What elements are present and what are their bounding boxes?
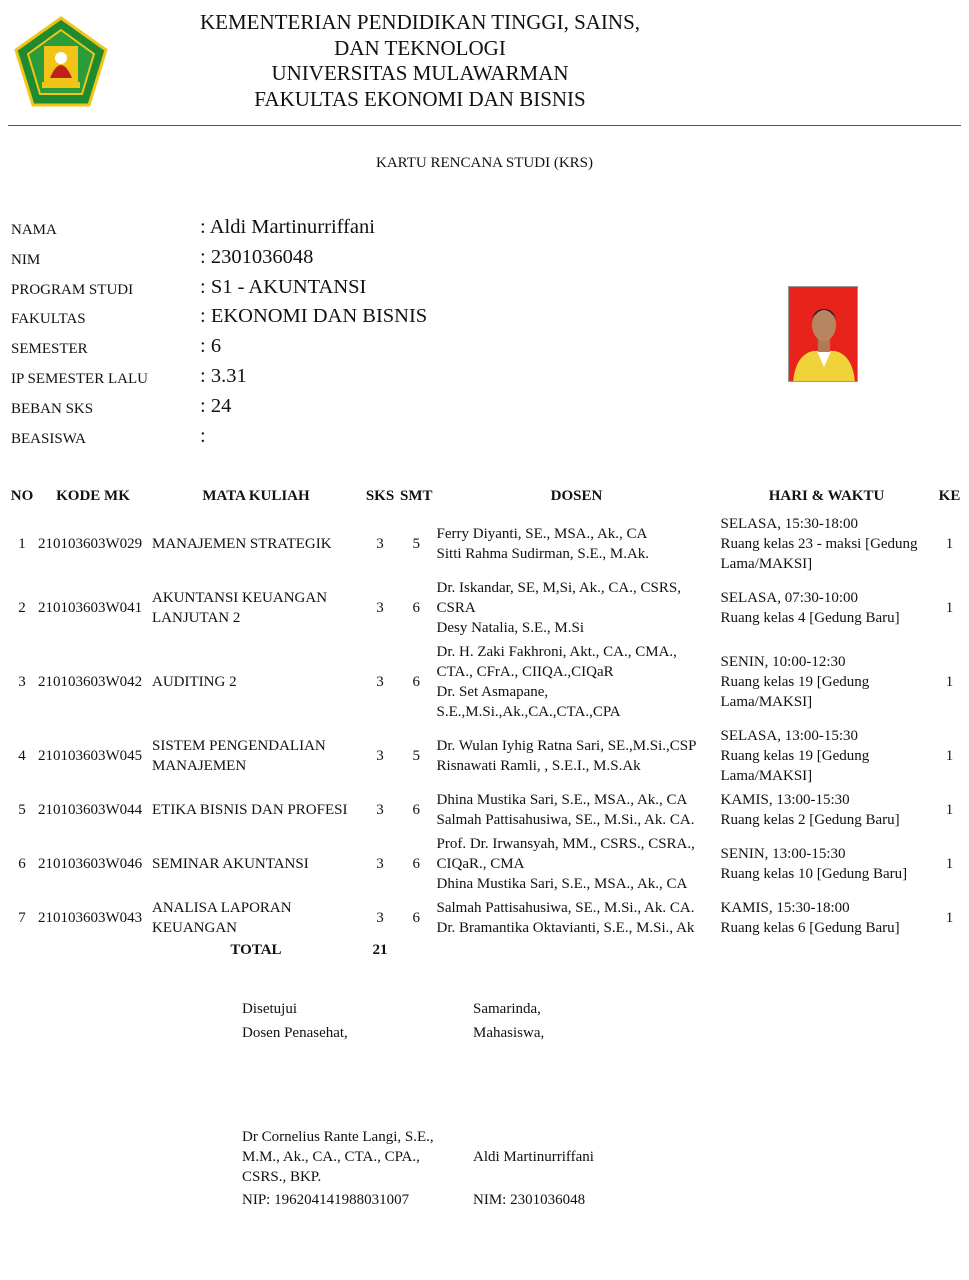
lecturer-name: Desy Natalia, S.E., M.Si [436, 620, 585, 636]
table-row [8, 640, 965, 724]
schedule-time: SELASA, 13:00-15:30 [720, 728, 859, 744]
cell-hari-waktu [719, 832, 935, 896]
advisor-role: Dosen Penasehat, [242, 1025, 348, 1041]
schedule-room: Ruang kelas 10 [Gedung Baru] [720, 866, 908, 882]
cell-no: 1 [18, 536, 26, 552]
schedule-room: Ruang kelas 19 [Gedung Lama/MAKSI] [720, 748, 870, 784]
cell-dosen [435, 832, 719, 896]
lecturer-name: Dr. H. Zaki Fakhroni, Akt., CA., CMA., CTA., CFrA., CIIQA.,CIQaR [436, 644, 677, 680]
cell-sks: 3 [376, 802, 384, 818]
advisor-nip: NIP: 196204141988031007 [242, 1192, 410, 1208]
cell-smt: 5 [412, 536, 420, 552]
col-mata-kuliah: MATA KULIAH [202, 488, 310, 504]
schedule-room: Ruang kelas 19 [Gedung Lama/MAKSI] [720, 674, 870, 710]
student-role: Mahasiswa, [473, 1025, 545, 1041]
cell-smt: 6 [412, 802, 420, 818]
cell-sks: 3 [376, 856, 384, 872]
lecturer-name: Dr. Bramantika Oktavianti, S.E., M.Si., Ak [436, 920, 695, 936]
cell-dosen [435, 512, 719, 576]
header-line: DAN TEKNOLOGI [334, 35, 506, 60]
cell-kode: 210103603W029 [38, 536, 143, 552]
info-value: : EKONOMI DAN BISNIS [200, 305, 428, 328]
lecturer-name: Salmah Pattisahusiwa, SE., M.Si., Ak. CA. [436, 900, 695, 916]
cell-no: 7 [18, 910, 26, 926]
cell-smt: 5 [412, 748, 420, 764]
cell-sks: 3 [376, 674, 384, 690]
cell-hari-waktu [719, 724, 935, 788]
info-value: : 3.31 [200, 364, 247, 387]
cell-mata-kuliah: AUDITING 2 [152, 674, 237, 690]
table-row [8, 896, 965, 940]
lecturer-name: Risnawati Ramli, , S.E.I., M.S.Ak [436, 758, 641, 774]
col-dosen: DOSEN [550, 488, 603, 504]
schedule-time: KAMIS, 15:30-18:00 [720, 900, 850, 916]
header-line: UNIVERSITAS MULAWARMAN [271, 61, 569, 85]
cell-hari-waktu [719, 788, 935, 832]
cell-dosen [435, 640, 719, 724]
total-row [8, 940, 965, 962]
cell-mata-kuliah: AKUNTANSI KEUANGAN LANJUTAN 2 [152, 590, 328, 626]
info-label: IP SEMESTER LALU [11, 370, 148, 387]
cell-kode: 210103603W045 [38, 748, 143, 764]
col-no: NO [10, 488, 34, 504]
cell-smt: 6 [412, 600, 420, 616]
cell-kode: 210103603W044 [38, 802, 143, 818]
lecturer-name: Dr. Wulan Iyhig Ratna Sari, SE.,M.Si.,CSP [436, 738, 697, 754]
student-nim: NIM: 2301036048 [473, 1192, 586, 1208]
cell-sks: 3 [376, 748, 384, 764]
cell-ke: 1 [945, 910, 954, 926]
cell-sks: 3 [376, 536, 384, 552]
info-value: : S1 - AKUNTANSI [200, 275, 367, 298]
col-ke: KE [938, 488, 961, 504]
university-logo [14, 16, 108, 108]
info-label: PROGRAM STUDI [11, 281, 134, 298]
cell-mata-kuliah: ANALISA LAPORAN KEUANGAN [152, 900, 292, 936]
cell-ke: 1 [945, 600, 954, 616]
cell-kode: 210103603W041 [38, 600, 143, 616]
col-sks: SKS [365, 488, 395, 504]
info-value: : 6 [200, 335, 222, 358]
header-line: KEMENTERIAN PENDIDIKAN TINGGI, SAINS, [200, 10, 640, 34]
student-approval [473, 999, 544, 1043]
col-smt: SMT [400, 488, 433, 504]
info-value: : Aldi Martinurriffani [200, 216, 375, 238]
cell-sks: 3 [376, 910, 384, 926]
lecturer-name: Prof. Dr. Irwansyah, MM., CSRS., CSRA., CIQaR., CMA [436, 836, 695, 872]
institution-header [150, 10, 690, 112]
cell-no: 6 [18, 856, 26, 872]
schedule-time: KAMIS, 13:00-15:30 [720, 792, 850, 808]
cell-ke: 1 [945, 674, 954, 690]
info-value: : [200, 424, 206, 447]
info-label: FAKULTAS [11, 311, 86, 328]
cell-hari-waktu [719, 896, 935, 940]
cell-mata-kuliah: MANAJEMEN STRATEGIK [152, 536, 332, 552]
document-title: KARTU RENCANA STUDI (KRS) [375, 155, 594, 171]
lecturer-name: Dhina Mustika Sari, S.E., MSA., Ak., CA [436, 792, 688, 808]
schedule-room: Ruang kelas 2 [Gedung Baru] [720, 812, 900, 828]
cell-hari-waktu [719, 576, 935, 640]
student-name: Aldi Martinurriffani [473, 1149, 594, 1165]
col-hari-waktu: HARI & WAKTU [768, 488, 885, 504]
cell-dosen [435, 576, 719, 640]
cell-mata-kuliah: SISTEM PENGENDALIAN MANAJEMEN [152, 738, 326, 774]
advisor-approval [242, 999, 348, 1043]
cell-no: 5 [18, 802, 26, 818]
place-label: Samarinda, [473, 1001, 541, 1017]
cell-smt: 6 [412, 910, 420, 926]
lecturer-name: Ferry Diyanti, SE., MSA., Ak., CA [436, 526, 648, 542]
table-row [8, 576, 965, 640]
schedule-room: Ruang kelas 4 [Gedung Baru] [720, 610, 900, 626]
cell-sks: 3 [376, 600, 384, 616]
schedule-time: SENIN, 13:00-15:30 [720, 846, 846, 862]
info-label: NAMA [11, 222, 57, 238]
cell-kode: 210103603W046 [38, 856, 143, 872]
cell-mata-kuliah: ETIKA BISNIS DAN PROFESI [152, 802, 348, 818]
lecturer-name: Dhina Mustika Sari, S.E., MSA., Ak., CA [436, 876, 688, 892]
lecturer-name: Dr. Iskandar, SE, M,Si, Ak., CA., CSRS, CSRA [436, 580, 681, 616]
lecturer-name: Dr. Set Asmapane, S.E.,M.Si.,Ak.,CA.,CTA.,CPA [436, 684, 621, 720]
table-row [8, 512, 965, 576]
cell-kode: 210103603W043 [38, 910, 143, 926]
cell-no: 2 [18, 600, 26, 616]
table-row [8, 832, 965, 896]
info-label: BEBAN SKS [11, 400, 94, 417]
cell-dosen [435, 724, 719, 788]
approval-label: Disetujui [242, 1001, 297, 1017]
lecturer-name: Sitti Rahma Sudirman, S.E., M.Ak. [436, 546, 650, 562]
cell-smt: 6 [412, 674, 420, 690]
header-line: FAKULTAS EKONOMI DAN BISNIS [254, 86, 586, 111]
cell-dosen [435, 788, 719, 832]
table-row [8, 788, 965, 832]
info-value: : 2301036048 [200, 245, 314, 268]
info-label: SEMESTER [11, 341, 88, 358]
cell-dosen [435, 896, 719, 940]
schedule-time: SELASA, 15:30-18:00 [720, 516, 859, 532]
header-divider [8, 125, 961, 126]
cell-smt: 6 [412, 856, 420, 872]
table-row [8, 724, 965, 788]
schedule-room: Ruang kelas 6 [Gedung Baru] [720, 920, 900, 936]
col-kode: KODE MK [56, 488, 130, 504]
info-label: BEASISWA [11, 430, 87, 447]
cell-mata-kuliah: SEMINAR AKUNTANSI [152, 856, 309, 872]
total-label: TOTAL [230, 942, 282, 958]
total-sks: 21 [372, 942, 388, 958]
cell-kode: 210103603W042 [38, 674, 143, 690]
cell-ke: 1 [945, 802, 954, 818]
advisor-name: Dr Cornelius Rante Langi, S.E., M.M., Ak., CA., CTA., CPA., CSRS., BKP. [242, 1129, 434, 1185]
schedule-room: Ruang kelas 23 - maksi [Gedung Lama/MAKSI] [720, 536, 918, 572]
info-label: NIM [11, 251, 41, 268]
schedule-time: SENIN, 10:00-12:30 [720, 654, 846, 670]
cell-hari-waktu [719, 512, 935, 576]
info-value: : 24 [200, 394, 232, 417]
cell-no: 4 [18, 748, 26, 764]
course-table [8, 486, 965, 962]
cell-ke: 1 [945, 536, 954, 552]
schedule-time: SELASA, 07:30-10:00 [720, 590, 859, 606]
lecturer-name: Salmah Pattisahusiwa, SE., M.Si., Ak. CA. [436, 812, 695, 828]
cell-hari-waktu [719, 640, 935, 724]
cell-ke: 1 [945, 856, 954, 872]
student-photo [788, 286, 858, 382]
table-header-row [8, 486, 965, 512]
cell-no: 3 [18, 674, 26, 690]
cell-ke: 1 [945, 748, 954, 764]
